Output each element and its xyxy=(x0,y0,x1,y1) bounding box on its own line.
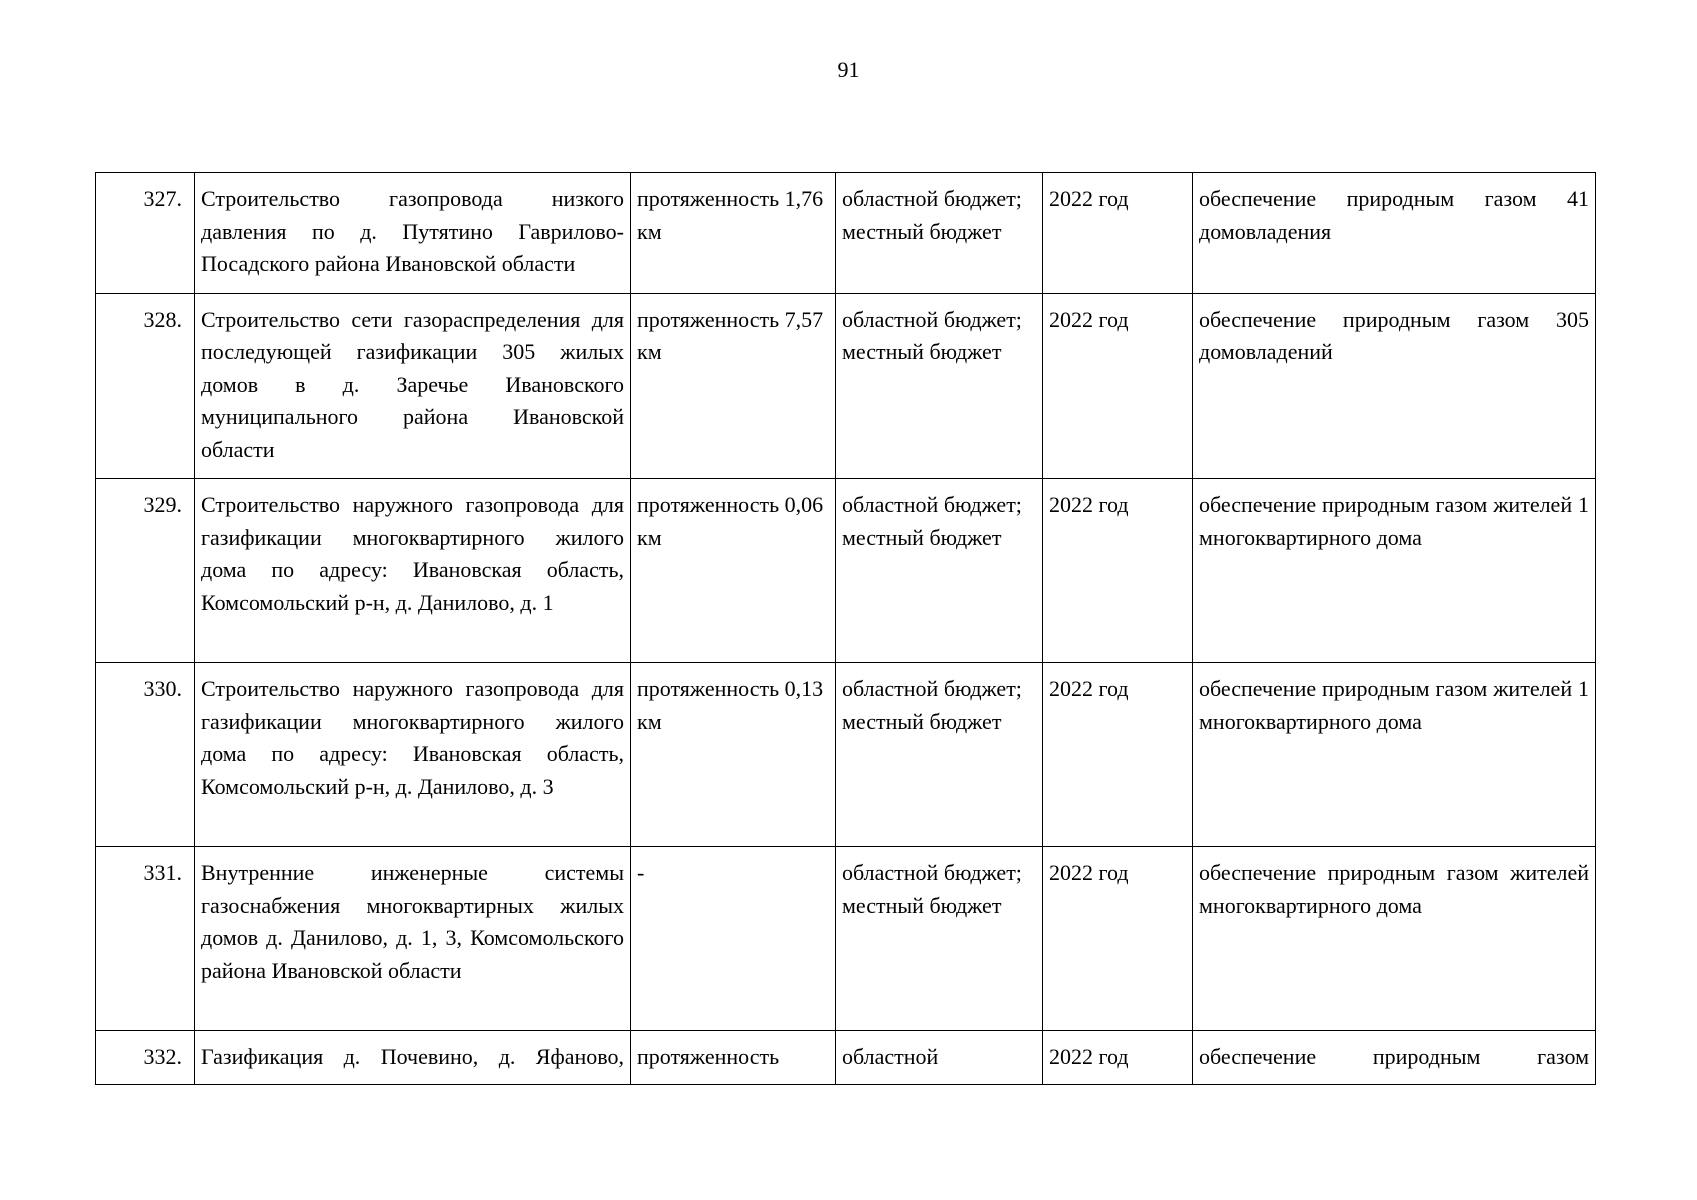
row-number: 331. xyxy=(96,847,195,1031)
measure-indicator: протяженность 0,06 км xyxy=(631,479,836,663)
measure-name: Строительство наружного газопровода для газификации многоквартирного жилого дома по адресу: Ивановская область, Комсомольский р-н, д. Данилово, д. 1 xyxy=(195,479,631,663)
measure-name: Строительство сети газораспределения для последующей газификации 305 жилых домов в д. Заречье Ивановского муниципального района Ивановской области xyxy=(195,293,631,479)
table-row xyxy=(96,173,1596,294)
implementation-year: 2022 год xyxy=(1043,479,1193,663)
expected-result xyxy=(1193,1031,1596,1085)
implementation-year: 2022 год xyxy=(1043,847,1193,1031)
expected-result: обеспечение природным газом жителей 1 многоквартирного дома xyxy=(1193,479,1596,663)
row-number: 332. xyxy=(96,1031,195,1085)
funding-source: областной бюджет; местный бюджет xyxy=(836,479,1043,663)
row-number: 328. xyxy=(96,293,195,479)
row-number: 327. xyxy=(96,173,195,294)
funding-source: областной бюджет; местный бюджет xyxy=(836,293,1043,479)
table-row xyxy=(96,663,1596,847)
measure-indicator: протяженность 1,76 км xyxy=(631,173,836,294)
page-number: 91 xyxy=(837,57,860,82)
measure-name-text: Газификация д. Почевино, д. Яфаново, xyxy=(201,1044,624,1069)
row-number: 329. xyxy=(96,479,195,663)
table-row xyxy=(96,1031,1596,1085)
expected-result-text: обеспечение природным газом xyxy=(1199,1044,1589,1069)
implementation-year: 2022 год xyxy=(1043,293,1193,479)
funding-source: областной бюджет; местный бюджет xyxy=(836,663,1043,847)
measures-table xyxy=(95,172,1596,1085)
expected-result: обеспечение природным газом жителей многоквартирного дома xyxy=(1193,847,1596,1031)
table-row xyxy=(96,479,1596,663)
measure-indicator: - xyxy=(631,847,836,1031)
implementation-year: 2022 год xyxy=(1043,173,1193,294)
funding-source: областной xyxy=(836,1031,1043,1085)
row-number: 330. xyxy=(96,663,195,847)
expected-result: обеспечение природным газом жителей 1 многоквартирного дома xyxy=(1193,663,1596,847)
table-row xyxy=(96,847,1596,1031)
measure-name: Строительство наружного газопровода для газификации многоквартирного жилого дома по адресу: Ивановская область, Комсомольский р-н, д. Данилово, д. 3 xyxy=(195,663,631,847)
measure-indicator: протяженность 0,13 км xyxy=(631,663,836,847)
expected-result: обеспечение природным газом 41 домовладения xyxy=(1193,173,1596,294)
measure-indicator: протяженность 7,57 км xyxy=(631,293,836,479)
measure-name: Внутренние инженерные системы газоснабжения многоквартирных жилых домов д. Данилово, д. 1, 3, Комсомольского района Ивановской области xyxy=(195,847,631,1031)
expected-result: обеспечение природным газом 305 домовладений xyxy=(1193,293,1596,479)
measure-name: Строительство газопровода низкого давления по д. Путятино Гаврилово-Посадского района Ивановской области xyxy=(195,173,631,294)
measure-name xyxy=(195,1031,631,1085)
measure-indicator: протяженность xyxy=(631,1031,836,1085)
implementation-year: 2022 год xyxy=(1043,663,1193,847)
implementation-year: 2022 год xyxy=(1043,1031,1193,1085)
funding-source: областной бюджет; местный бюджет xyxy=(836,173,1043,294)
table-row xyxy=(96,293,1596,479)
funding-source: областной бюджет; местный бюджет xyxy=(836,847,1043,1031)
